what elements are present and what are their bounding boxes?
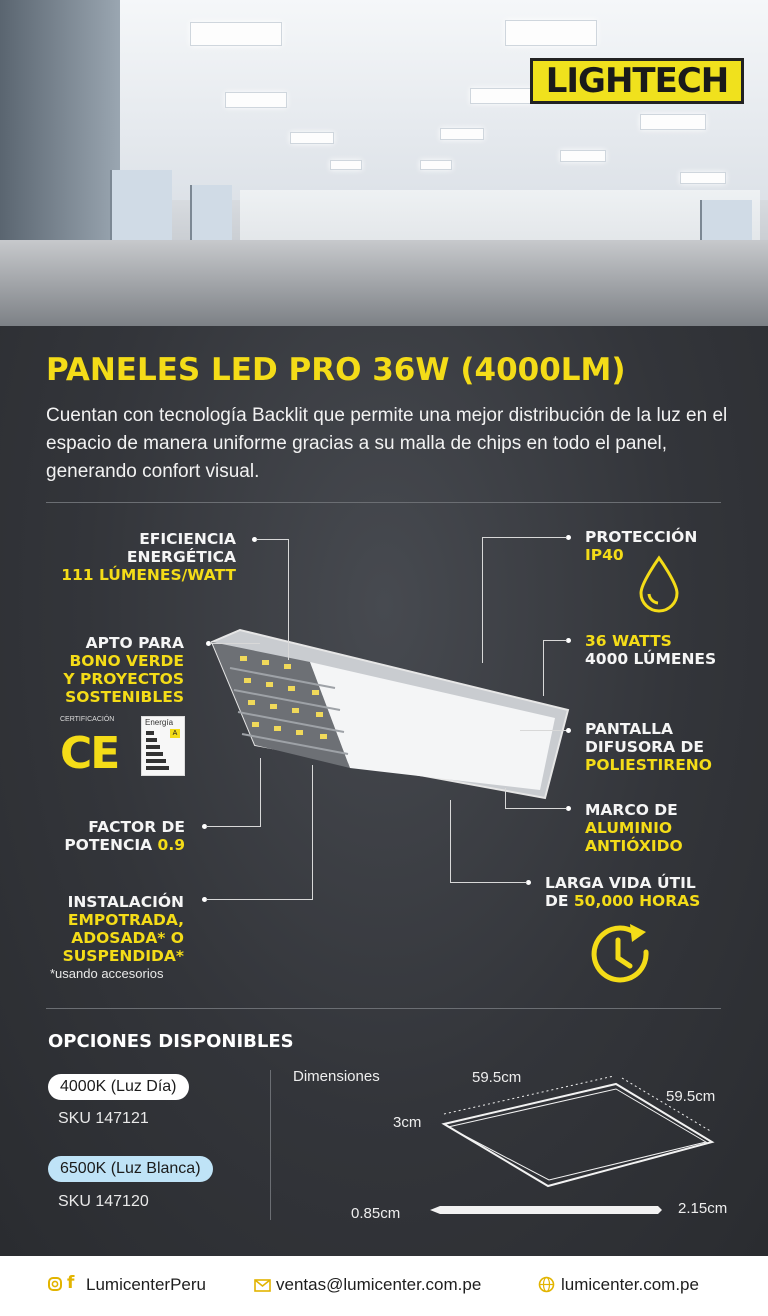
feature-efficiency	[60, 530, 236, 584]
feature-screen	[585, 720, 712, 774]
feature-value: ANTIÓXIDO	[585, 837, 683, 855]
ceiling-light	[290, 132, 334, 144]
feature-value: POLIESTIRENO	[585, 756, 712, 774]
feature-label: POTENCIA	[64, 836, 153, 854]
footer-web[interactable]: lumicenter.com.pe	[561, 1275, 699, 1294]
feature-label: DIFUSORA DE	[585, 738, 704, 756]
connector-line	[256, 539, 289, 660]
option-pill-6500k: 6500K (Luz Blanca)	[48, 1156, 213, 1182]
option-sku: SKU 147120	[58, 1193, 149, 1210]
dimension-profile-left: 0.85cm	[351, 1205, 401, 1222]
connector-line	[206, 765, 313, 900]
dimension-depth: 59.5cm	[666, 1088, 716, 1105]
feature-value: SOSTENIBLES	[65, 688, 184, 706]
connector-line	[210, 643, 260, 645]
instagram-icon[interactable]	[48, 1277, 62, 1291]
water-drop-icon	[636, 555, 682, 613]
energy-bar	[146, 738, 157, 742]
energy-grade: A	[170, 729, 180, 738]
energy-bar	[146, 766, 169, 770]
feature-label: PROTECCIÓN	[585, 528, 698, 546]
mail-icon	[254, 1279, 271, 1292]
logo-text: LIGHTECH	[545, 61, 729, 101]
facebook-icon[interactable]: f	[67, 1273, 75, 1293]
feature-value: ALUMINIO	[585, 819, 673, 837]
feature-value: 36 WATTS	[585, 632, 672, 650]
ceiling-light	[640, 114, 706, 130]
energy-bar	[146, 745, 160, 749]
footer-social[interactable]: LumicenterPeru	[86, 1275, 207, 1294]
feature-value: SUSPENDIDA*	[62, 947, 184, 965]
feature-value: 111 LÚMENES/WATT	[61, 566, 236, 584]
ceiling-light	[330, 160, 362, 170]
dimension-profile-right: 2.15cm	[678, 1200, 728, 1217]
feature-installation	[40, 893, 184, 965]
divider	[46, 1008, 721, 1009]
energy-label-icon	[141, 716, 185, 776]
footer-email[interactable]: ventas@lumicenter.com.pe	[276, 1275, 482, 1294]
feature-value: BONO VERDE	[69, 652, 184, 670]
hero-photo	[0, 0, 768, 326]
feature-label: INSTALACIÓN	[67, 893, 184, 911]
connector-line	[543, 640, 567, 696]
feature-lifetime	[545, 874, 700, 910]
energy-label-text: Energía	[145, 718, 174, 727]
ce-mark-icon: CE	[60, 728, 119, 779]
clock-icon	[588, 922, 654, 988]
globe-icon	[538, 1276, 555, 1293]
feature-value: Y PROYECTOS	[63, 670, 184, 688]
option-sku: SKU 147121	[58, 1110, 149, 1127]
feature-label: LARGA VIDA ÚTIL	[545, 874, 696, 892]
feature-label: EFICIENCIA	[139, 530, 236, 548]
feature-value: 0.9	[157, 836, 185, 854]
installation-note: *usando accesorios	[50, 966, 164, 981]
ceiling-light	[560, 150, 606, 162]
feature-label: FACTOR DE	[88, 818, 185, 836]
feature-label: MARCO DE	[585, 801, 678, 819]
ceiling-light	[225, 92, 287, 108]
ceiling-light	[440, 128, 484, 140]
product-description: Cuentan con tecnología Backlit que permite una mejor distribución de la luz en el espacio de manera uniforme gracias a su malla de chips en todo el panel, generando confort visual.	[46, 405, 728, 482]
dimension-width: 59.5cm	[472, 1069, 522, 1086]
feature-value: EMPOTRADA,	[67, 911, 184, 929]
feature-power-factor	[40, 818, 185, 854]
feature-label: DE	[545, 892, 569, 910]
ceiling-light	[470, 88, 534, 104]
feature-green	[40, 634, 184, 706]
feature-value: ADOSADA* O	[71, 929, 184, 947]
feature-label: 4000 LÚMENES	[585, 650, 717, 668]
feature-value: 50,000 HORAS	[573, 892, 701, 910]
ceiling-light	[505, 20, 597, 46]
product-title: PANELES LED PRO 36W (4000LM)	[46, 352, 626, 388]
feature-power	[585, 632, 716, 668]
connector-line	[520, 730, 566, 732]
energy-bar	[146, 752, 163, 756]
option-pill-4000k: 4000K (Luz Día)	[48, 1074, 189, 1100]
certification-label: CERTIFICACIÓN	[60, 716, 115, 723]
ceiling-light	[680, 172, 726, 184]
dimensions-title: Dimensiones	[293, 1068, 380, 1085]
feature-frame	[585, 801, 683, 855]
feature-label: PANTALLA	[585, 720, 674, 738]
ceiling-light	[190, 22, 282, 46]
dimension-height: 3cm	[393, 1114, 422, 1131]
energy-bar	[146, 731, 154, 735]
feature-label: APTO PARA	[85, 634, 184, 652]
options-divider	[270, 1070, 271, 1220]
lightech-logo	[530, 58, 744, 104]
feature-value: IP40	[585, 546, 624, 564]
divider	[46, 502, 721, 503]
connector-dot	[566, 728, 571, 733]
connector-line	[450, 800, 527, 883]
ceiling-light	[420, 160, 452, 170]
floor	[0, 240, 768, 326]
feature-label: ENERGÉTICA	[126, 548, 236, 566]
energy-bar	[146, 759, 166, 763]
options-title: OPCIONES DISPONIBLES	[48, 1031, 294, 1052]
